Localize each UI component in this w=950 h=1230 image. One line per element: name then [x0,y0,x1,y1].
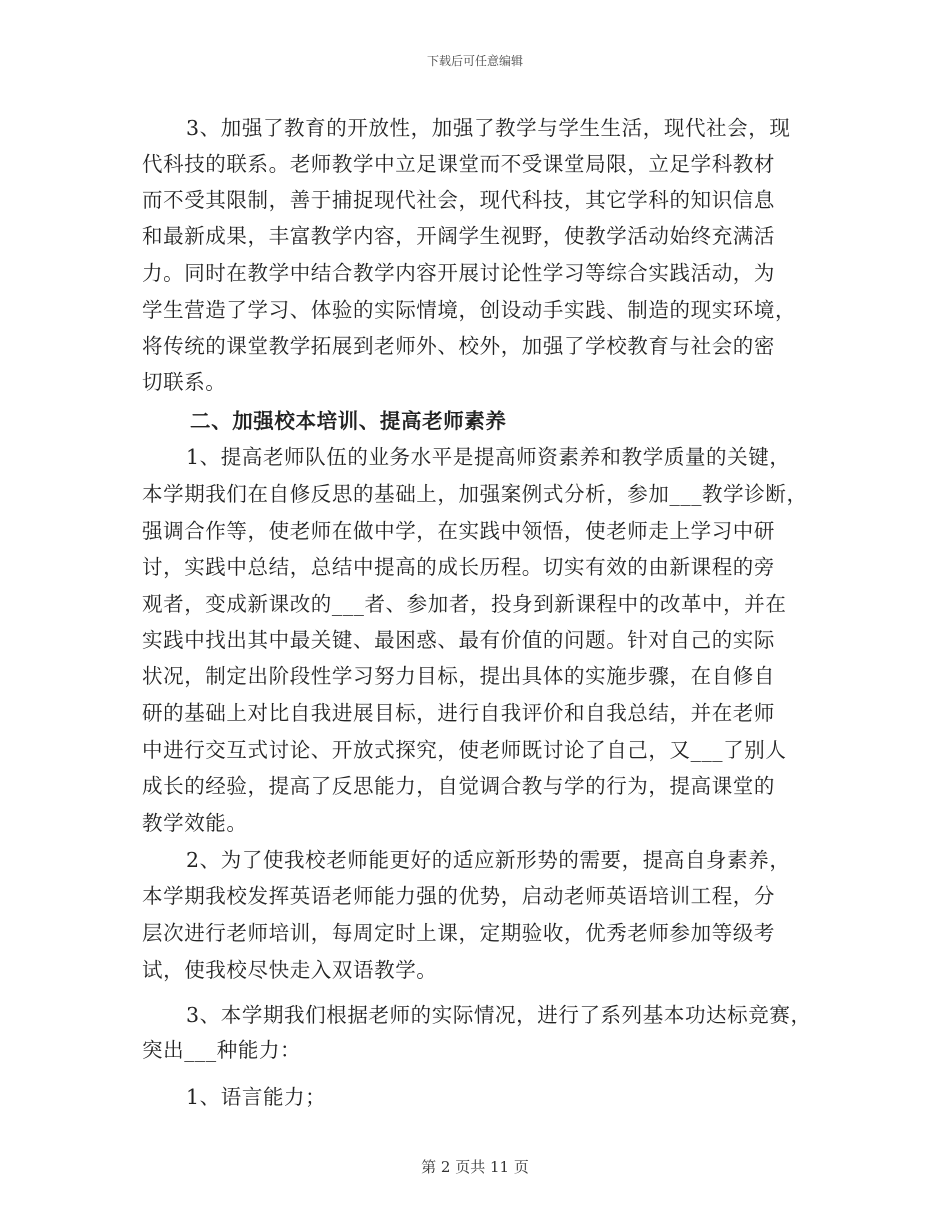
page-footer: 第 2 页共 11 页 [421,1158,529,1176]
paragraph-line: 状况，制定出阶段性学习努力目标，提出具体的实施步骤，在自修自 [142,664,775,688]
paragraph-line: 3、加强了教育的开放性，加强了教学与学生生活，现代社会，现 [186,116,791,140]
paragraph-line: 切联系。 [142,370,227,394]
paragraph-line: 研的基础上对比自我进展目标，进行自我评价和自我总结，并在老师 [142,701,775,725]
paragraph-line: 代科技的联系。老师教学中立足课堂而不受课堂局限，立足学科教材 [142,152,775,176]
paragraph-line: 而不受其限制，善于捕捉现代社会，现代科技，其它学科的知识信息 [142,188,775,212]
paragraph-line: 3、本学期我们根据老师的实际情况，进行了系列基本功达标竞赛， [186,1003,812,1027]
paragraph-line: 中进行交互式讨论、开放式探究，使老师既讨论了自己，又___了别人 [142,738,787,762]
paragraph-line: 讨，实践中总结，总结中提高的成长历程。切实有效的由新课程的旁 [142,555,775,579]
paragraph-line: 本学期我们在自修反思的基础上，加强案例式分析，参加___教学诊断， [142,482,808,506]
paragraph-line: 强调合作等，使老师在做中学，在实践中领悟，使老师走上学习中研 [142,519,775,543]
paragraph-line: 观者，变成新课改的___者、参加者，投身到新课程中的改革中，并在 [142,592,787,616]
paragraph-line: 成长的经验，提高了反思能力，自觉调合教与学的行为，提高课堂的 [142,774,775,798]
paragraph-line: 1、提高老师队伍的业务水平是提高师资素养和教学质量的关键， [186,445,791,469]
page-header: 下载后可任意编辑 [426,54,523,68]
list-item: 1、语言能力； [186,1085,327,1109]
paragraph-line: 将传统的课堂教学拓展到老师外、校外，加强了学校教育与社会的密 [142,334,775,358]
paragraph-line: 本学期我校发挥英语老师能力强的优势，启动老师英语培训工程，分 [142,884,775,908]
paragraph-line: 实践中找出其中最关键、最困惑、最有价值的问题。针对自己的实际 [142,628,775,652]
paragraph-line: 和最新成果，丰富教学内容，开阔学生视野，使教学活动始终充满活 [142,224,775,248]
paragraph-line: 突出___种能力： [142,1038,302,1062]
paragraph-line: 学生营造了学习、体验的实际情境，创设动手实践、制造的现实环境， [142,298,797,322]
section-heading: 二、加强校本培训、提高老师素养 [190,409,507,433]
paragraph-line: 2、为了使我校老师能更好的适应新形势的需要，提高自身素养， [186,848,791,872]
paragraph-line: 教学效能。 [142,811,248,835]
paragraph-line: 层次进行老师培训，每周定时上课，定期验收，优秀老师参加等级考 [142,921,775,945]
paragraph-line: 试，使我校尽快走入双语教学。 [142,958,438,982]
paragraph-line: 力。同时在教学中结合教学内容开展讨论性学习等综合实践活动，为 [142,261,775,285]
